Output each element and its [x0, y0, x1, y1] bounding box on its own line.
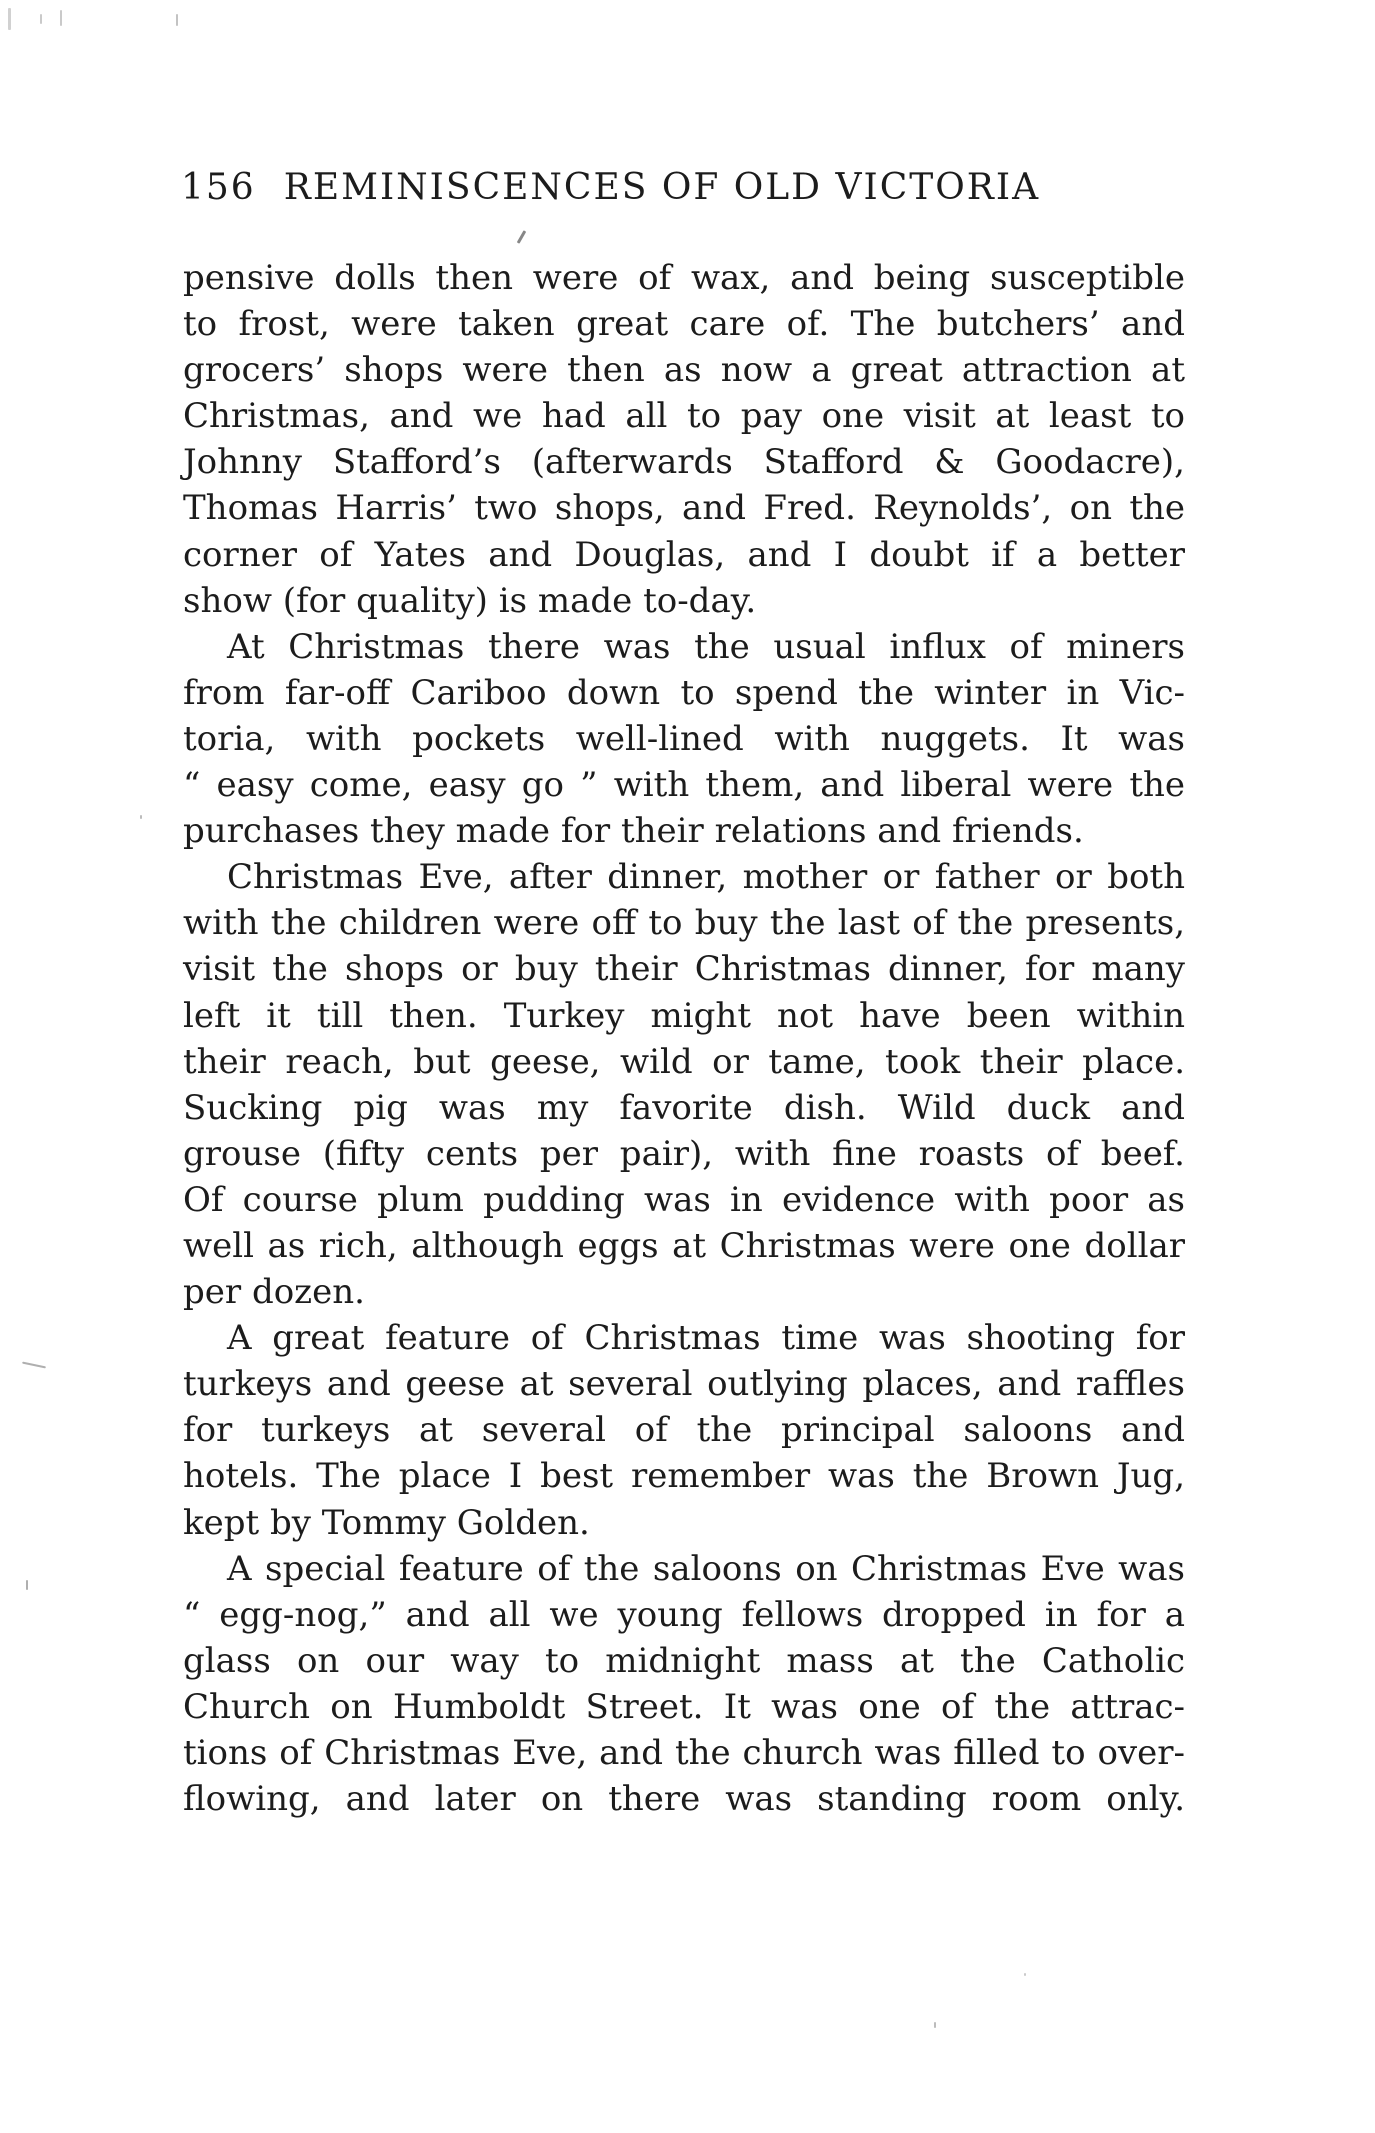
text-line: Johnny Stafford’s (afterwards Stafford & Goodacre), [183, 442, 1185, 483]
text-line: tions of Christmas Eve, and the church was filled to over- [183, 1733, 1185, 1773]
text-line: flowing, and later on there was standing room only. [183, 1779, 1185, 1820]
text-line: Of course plum pudding was in evidence with poor as [183, 1179, 1185, 1220]
text-line: Christmas, and we had all to pay one visit at least to [183, 396, 1185, 437]
text-line: per dozen. [183, 1272, 365, 1313]
scan-mark [22, 1362, 46, 1369]
text-line: left it till then. Turkey might not have been within [183, 995, 1185, 1036]
text-line: Sucking pig was my favorite dish. Wild duck and [183, 1087, 1185, 1128]
text-line: their reach, but geese, wild or tame, took their place. [183, 1041, 1185, 1082]
scan-mark [60, 10, 62, 26]
text-line: glass on our way to midnight mass at the Catholic [183, 1640, 1185, 1681]
running-head [181, 163, 1181, 213]
text-line: grouse (fifty cents per pair), with fine roasts of beef. [183, 1133, 1185, 1174]
scan-mark [934, 2022, 936, 2028]
text-line: hotels. The place I best remember was the Brown Jug, [183, 1456, 1185, 1497]
book-title: REMINISCENCES OF OLD VICTORIA [283, 167, 1041, 208]
scan-mark [1024, 1973, 1026, 1976]
scan-mark [140, 815, 142, 819]
text-line: show (for quality) is made to-day. [183, 580, 757, 621]
text-line: corner of Yates and Douglas, and I doubt if a better [183, 534, 1185, 575]
text-line: Church on Humboldt Street. It was one of the attrac- [183, 1686, 1185, 1727]
text-line: purchases they made for their relations and friends. [183, 811, 1084, 852]
text-line: toria, with pockets well-lined with nuggets. It was [183, 718, 1185, 759]
paragraph-start-line: A great feature of Christmas time was shooting for [227, 1318, 1185, 1359]
paragraph-start-line: At Christmas there was the usual influx of miners [227, 626, 1185, 667]
text-line: from far-off Cariboo down to spend the winter in Vic- [183, 672, 1185, 713]
scan-mark [26, 1580, 28, 1590]
paragraph-start-line: A special feature of the saloons on Christmas Eve was [227, 1548, 1185, 1589]
paragraph-start-line: Christmas Eve, after dinner, mother or father or both [227, 857, 1185, 898]
text-line: Thomas Harris’ two shops, and Fred. Reynolds’, on the [183, 488, 1185, 529]
text-line: well as rich, although eggs at Christmas were one dollar [183, 1225, 1185, 1266]
scan-mark [8, 8, 11, 30]
scan-mark [517, 230, 527, 244]
text-line: visit the shops or buy their Christmas dinner, for many [183, 949, 1185, 990]
text-line: “ easy come, easy go ” with them, and liberal were the [183, 765, 1185, 806]
text-line: pensive dolls then were of wax, and being susceptible [183, 258, 1185, 298]
text-line: grocers’ shops were then as now a great attraction at [183, 350, 1185, 391]
text-line: kept by Tommy Golden. [183, 1502, 590, 1543]
scan-mark [40, 14, 42, 24]
text-line: turkeys and geese at several outlying places, and raffles [183, 1364, 1185, 1405]
text-line: to frost, were taken great care of. The butchers’ and [183, 304, 1185, 345]
text-line: “ egg-nog,” and all we young fellows dropped in for a [183, 1594, 1185, 1635]
text-line: for turkeys at several of the principal saloons and [183, 1410, 1185, 1451]
scan-mark [176, 14, 178, 26]
body-text [183, 255, 1185, 1822]
text-line: with the children were off to buy the last of the presents, [183, 903, 1185, 944]
page-number: 156 [181, 167, 256, 208]
